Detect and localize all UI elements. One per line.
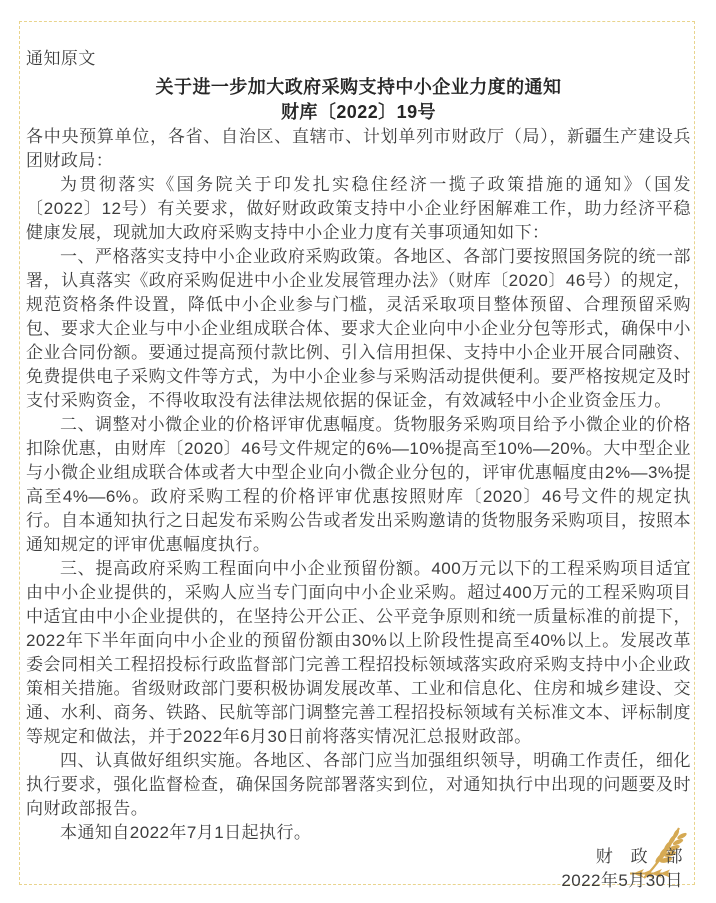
- section-label: 通知原文: [26, 49, 96, 68]
- notice-doc-number: 财库〔2022〕19号: [280, 102, 436, 122]
- notice-content: [26, 47, 691, 893]
- notice-body: [26, 125, 691, 845]
- notice-paragraph-salutation: 各中央预算单位，各省、自治区、直辖市、计划单列市财政厅（局），新疆生产建设兵团财政局：: [26, 127, 691, 170]
- notice-paragraph-item4: 四、认真做好组织实施。各地区、各部门应当加强组织领导，明确工作责任，细化执行要求，强化监督检查，确保国务院部署落实到位，对通知执行中出现的问题要及时向财政部报告。: [26, 751, 691, 818]
- signature-block: [26, 845, 691, 893]
- issue-date: 2022年5月30日: [561, 871, 683, 890]
- notice-paragraph-item1: 一、严格落实支持中小企业政府采购政策。各地区、各部门要按照国务院的统一部署，认真落实《政府采购促进中小企业发展管理办法》（财库〔2020〕46号）的规定，规范资格条件设置，降低中小企业参与门槛，灵活采取项目整体预留、合理预留采购包、要求大企业与中小企业组成联合体、要求大企业向中小企业分包等形式，确保中小企业合同份额。要通过提高预付款比例、引入信用担保、支持中小企业开展合同融资、免费提供电子采购文件等方式，为中小企业参与采购活动提供便利。要严格按规定及时支付采购资金，不得收取没有法律法规依据的保证金，有效减轻中小企业资金压力。: [26, 247, 691, 410]
- notice-paragraph-effective-date: 本通知自2022年7月1日起执行。: [60, 823, 312, 842]
- issuer-signature: 财 政 部: [595, 847, 683, 866]
- notice-title: 关于进一步加大政府采购支持中小企业力度的通知: [155, 77, 562, 97]
- notice-paragraph-item2: 二、调整对小微企业的价格评审优惠幅度。货物服务采购项目给予小微企业的价格扣除优惠，由财库〔2020〕46号文件规定的6%—10%提高至10%—20%。大中型企业与小微企业组成联合体或者大中型企业向小微企业分包的，评审优惠幅度由2%—3%提高至4%—6%。政府采购工程的价格评审优惠按照财库〔2020〕46号文件的规定执行。自本通知执行之日起发布采购公告或者发出采购邀请的货物服务采购项目，按照本通知规定的评审优惠幅度执行。: [26, 415, 691, 554]
- notice-paragraph-item3: 三、提高政府采购工程面向中小企业预留份额。400万元以下的工程采购项目适宜由中小企业提供的，采购人应当专门面向中小企业采购。超过400万元的工程采购项目中适宜由中小企业提供的，在坚持公开公正、公平竞争原则和统一质量标准的前提下，2022年下半年面向中小企业的预留份额由30%以上阶段性提高至40%以上。发展改革委会同相关工程招投标行政监督部门完善工程招投标领域落实政府采购支持中小企业政策相关措施。省级财政部门要积极协调发展改革、工业和信息化、住房和城乡建设、交通、水利、商务、铁路、民航等部门调整完善工程招投标领域有关标准文本、评标制度等规定和做法，并于2022年6月30日前将落实情况汇总报财政部。: [26, 559, 691, 746]
- notice-paragraph-intro: 为贯彻落实《国务院关于印发扎实稳住经济一揽子政策措施的通知》（国发〔2022〕12号）有关要求，做好财政政策支持中小企业纾困解难工作，助力经济平稳健康发展，现就加大政府采购支持中小企业力度有关事项通知如下：: [26, 175, 691, 242]
